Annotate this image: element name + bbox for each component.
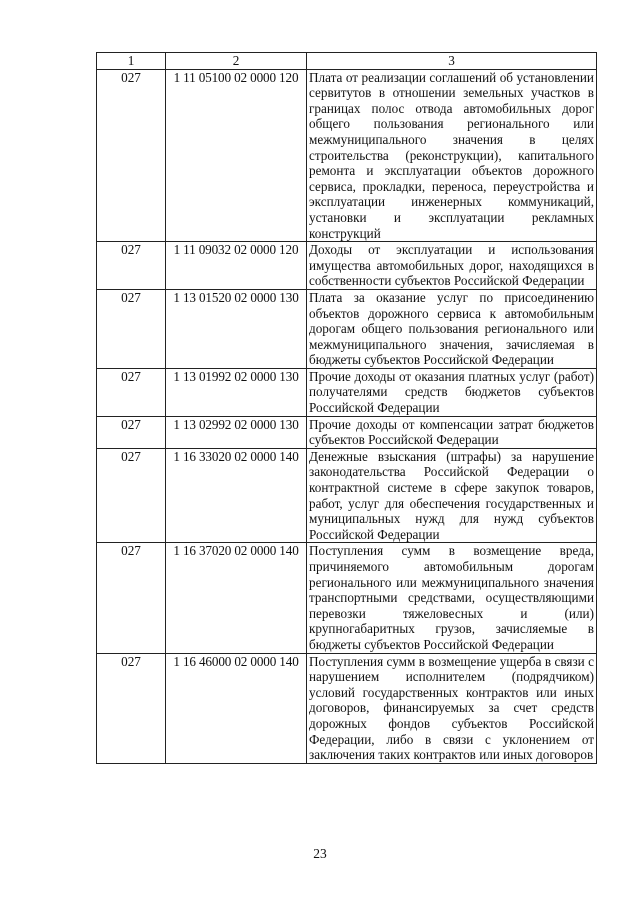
budget-code-cell: 1 11 09032 02 0000 120 (166, 242, 307, 290)
table-row (97, 242, 597, 290)
description-cell: Прочие доходы от оказания платных услуг (работ) получателями средств бюджетов субъектов Российской Федерации (307, 368, 597, 416)
description-cell: Плата за оказание услуг по присоединению объектов дорожного сервиса к автомобильным дорогам общего пользования регионального или межмуниципального значения, зачисляемая в бюджеты субъектов Российской Федерации (307, 289, 597, 368)
budget-code-cell: 1 16 46000 02 0000 140 (166, 653, 307, 763)
admin-code-cell: 027 (97, 289, 166, 368)
description-cell: Плата от реализации соглашений об установлении сервитутов в отношении земельных участков в границах полос отвода автомобильных дорог общего пользования регионального или межмуниципального значения в целях строительства (реконструкции), капитального ремонта и эксплуатации объектов дорожного сервиса, прокладки, переноса, переустройства и эксплуатации инженерных коммуникаций, установки и эксплуатации рекламных конструкций (307, 69, 597, 242)
description-cell: Поступления сумм в возмещение вреда, причиняемого автомобильным дорогам регионального или межмуниципального значения транспортными средствами, осуществляющими перевозки тяжеловесных и (или) крупногабаритных грузов, зачисляемые в бюджеты субъектов Российской Федерации (307, 543, 597, 653)
admin-code-cell: 027 (97, 416, 166, 448)
description-cell: Доходы от эксплуатации и использования имущества автомобильных дорог, находящихся в собственности субъектов Российской Федерации (307, 242, 597, 290)
admin-code-cell: 027 (97, 368, 166, 416)
table-row (97, 416, 597, 448)
description-cell: Прочие доходы от компенсации затрат бюджетов субъектов Российской Федерации (307, 416, 597, 448)
admin-code-cell: 027 (97, 69, 166, 242)
admin-code-cell: 027 (97, 543, 166, 653)
budget-code-cell: 1 13 01992 02 0000 130 (166, 368, 307, 416)
budget-code-cell: 1 16 37020 02 0000 140 (166, 543, 307, 653)
admin-code-cell: 027 (97, 448, 166, 543)
table-row (97, 289, 597, 368)
table-row (97, 69, 597, 242)
description-cell: Денежные взыскания (штрафы) за нарушение законодательства Российской Федерации о контрактной системе в сфере закупок товаров, работ, услуг для обеспечения государственных и муниципальных нужд для нужд субъектов Российской Федерации (307, 448, 597, 543)
table-row (97, 543, 597, 653)
admin-code-cell: 027 (97, 242, 166, 290)
budget-code-cell: 1 13 01520 02 0000 130 (166, 289, 307, 368)
column-header-2: 2 (166, 53, 307, 70)
page-number: 23 (313, 846, 327, 861)
budget-code-cell: 1 13 02992 02 0000 130 (166, 416, 307, 448)
table-row (97, 448, 597, 543)
table-row (97, 653, 597, 763)
revenue-codes-table (96, 52, 597, 764)
column-header-3: 3 (307, 53, 597, 70)
column-header-1: 1 (97, 53, 166, 70)
budget-code-cell: 1 11 05100 02 0000 120 (166, 69, 307, 242)
table-row (97, 368, 597, 416)
description-cell: Поступления сумм в возмещение ущерба в связи с нарушением исполнителем (подрядчиком) условий государственных контрактов или иных договоров, финансируемых за счет средств дорожных фондов субъектов Российской Федерации, либо в связи с уклонением от заключения таких контрактов или иных договоров (307, 653, 597, 763)
budget-code-cell: 1 16 33020 02 0000 140 (166, 448, 307, 543)
table-header-row (97, 53, 597, 70)
admin-code-cell: 027 (97, 653, 166, 763)
